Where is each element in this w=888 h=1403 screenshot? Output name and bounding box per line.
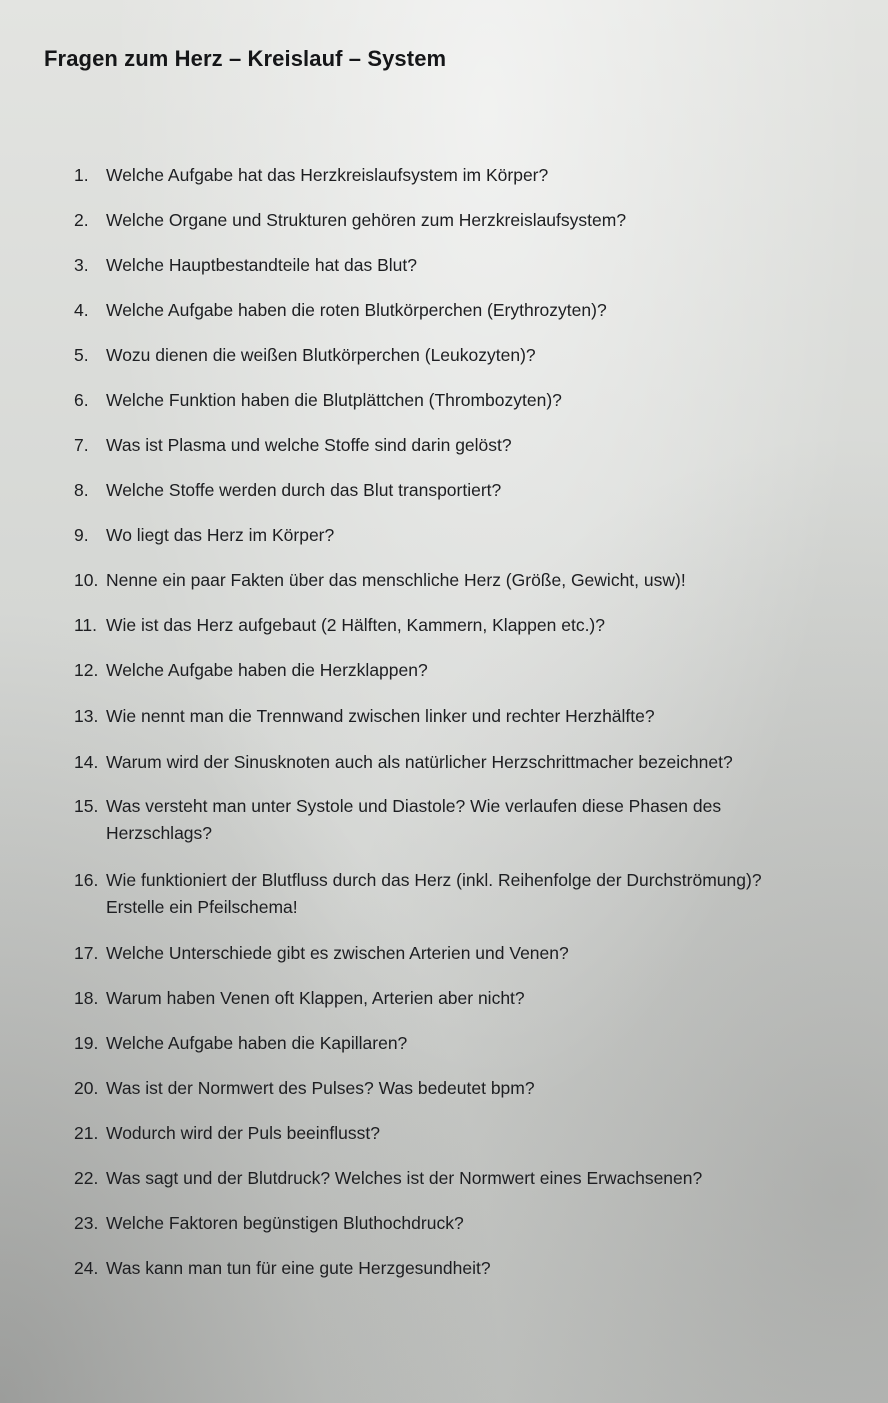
worksheet-title: Fragen zum Herz – Kreislauf – System xyxy=(44,46,447,71)
question-item xyxy=(74,1030,864,1057)
question-number: 6. xyxy=(74,390,89,410)
question-text: Warum wird der Sinusknoten auch als natürlicher Herzschrittmacher bezeichnet? xyxy=(106,752,733,772)
question-text: Welche Unterschiede gibt es zwischen Arterien und Venen? xyxy=(106,943,569,963)
question-number: 20. xyxy=(74,1078,99,1098)
question-text: Was kann man tun für eine gute Herzgesundheit? xyxy=(106,1258,491,1278)
question-number: 8. xyxy=(74,480,89,500)
question-item xyxy=(74,162,864,189)
question-text: Welche Stoffe werden durch das Blut transportiert? xyxy=(106,480,502,500)
question-text: Welche Faktoren begünstigen Bluthochdruck? xyxy=(106,1213,464,1233)
question-number: 4. xyxy=(74,300,89,320)
question-item xyxy=(74,477,864,504)
question-item xyxy=(74,749,864,776)
question-number: 14. xyxy=(74,752,99,772)
question-item xyxy=(74,207,864,234)
question-item xyxy=(74,387,864,414)
question-item xyxy=(74,567,864,594)
question-text: Was ist Plasma und welche Stoffe sind darin gelöst? xyxy=(106,435,512,455)
question-item xyxy=(74,867,864,921)
question-text: Was ist der Normwert des Pulses? Was bedeutet bpm? xyxy=(106,1078,535,1098)
question-item xyxy=(74,940,864,967)
question-text: Welche Organe und Strukturen gehören zum Herzkreislaufsystem? xyxy=(106,210,627,230)
question-text: Wie funktioniert der Blutfluss durch das Herz (inkl. Reihenfolge der Durchströmung)? xyxy=(106,870,762,890)
question-number: 19. xyxy=(74,1033,99,1053)
question-number: 18. xyxy=(74,988,99,1008)
question-item xyxy=(74,1165,864,1192)
question-text: Wie nennt man die Trennwand zwischen linker und rechter Herzhälfte? xyxy=(106,706,655,726)
question-number: 21. xyxy=(74,1123,99,1143)
question-item xyxy=(74,657,864,684)
question-text: Was sagt und der Blutdruck? Welches ist der Normwert eines Erwachsenen? xyxy=(106,1168,703,1188)
question-item xyxy=(74,1255,864,1282)
question-item xyxy=(74,297,864,324)
question-number: 16. xyxy=(74,870,99,890)
question-text: Wo liegt das Herz im Körper? xyxy=(106,525,335,545)
question-number: 11. xyxy=(74,615,98,635)
question-number: 10. xyxy=(74,570,99,590)
question-text: Wozu dienen die weißen Blutkörperchen (Leukozyten)? xyxy=(106,345,536,365)
question-text: Welche Aufgabe haben die Kapillaren? xyxy=(106,1033,408,1053)
question-item xyxy=(74,1120,864,1147)
question-text: Welche Aufgabe haben die roten Blutkörperchen (Erythrozyten)? xyxy=(106,300,607,320)
question-number: 15. xyxy=(74,796,99,816)
question-number: 5. xyxy=(74,345,89,365)
question-text-continuation: Herzschlags? xyxy=(106,823,213,843)
question-text: Warum haben Venen oft Klappen, Arterien aber nicht? xyxy=(106,988,525,1008)
question-item xyxy=(74,522,864,549)
question-number: 22. xyxy=(74,1168,99,1188)
question-item xyxy=(74,703,864,730)
question-text: Welche Aufgabe hat das Herzkreislaufsystem im Körper? xyxy=(106,165,549,185)
question-number: 3. xyxy=(74,255,89,275)
question-text-continuation: Erstelle ein Pfeilschema! xyxy=(106,897,298,917)
question-text: Was versteht man unter Systole und Diastole? Wie verlaufen diese Phasen des xyxy=(106,796,722,816)
question-text: Wie ist das Herz aufgebaut (2 Hälften, Kammern, Klappen etc.)? xyxy=(106,615,605,635)
question-item xyxy=(74,793,864,847)
question-text: Welche Funktion haben die Blutplättchen (Thrombozyten)? xyxy=(106,390,562,410)
question-number: 24. xyxy=(74,1258,99,1278)
question-number: 7. xyxy=(74,435,89,455)
question-number: 1. xyxy=(74,165,89,185)
question-item xyxy=(74,1075,864,1102)
question-item xyxy=(74,342,864,369)
question-text: Nenne ein paar Fakten über das menschliche Herz (Größe, Gewicht, usw)! xyxy=(106,570,686,590)
question-number: 9. xyxy=(74,525,89,545)
question-item xyxy=(74,985,864,1012)
question-text: Wodurch wird der Puls beeinflusst? xyxy=(106,1123,380,1143)
question-number: 17. xyxy=(74,943,99,963)
question-number: 13. xyxy=(74,706,99,726)
question-number: 2. xyxy=(74,210,89,230)
question-text: Welche Aufgabe haben die Herzklappen? xyxy=(106,660,428,680)
question-item xyxy=(74,1210,864,1237)
question-number: 12. xyxy=(74,660,99,680)
question-item xyxy=(74,612,864,639)
question-item xyxy=(74,432,864,459)
question-item xyxy=(74,252,864,279)
question-number: 23. xyxy=(74,1213,99,1233)
question-text: Welche Hauptbestandteile hat das Blut? xyxy=(106,255,417,275)
